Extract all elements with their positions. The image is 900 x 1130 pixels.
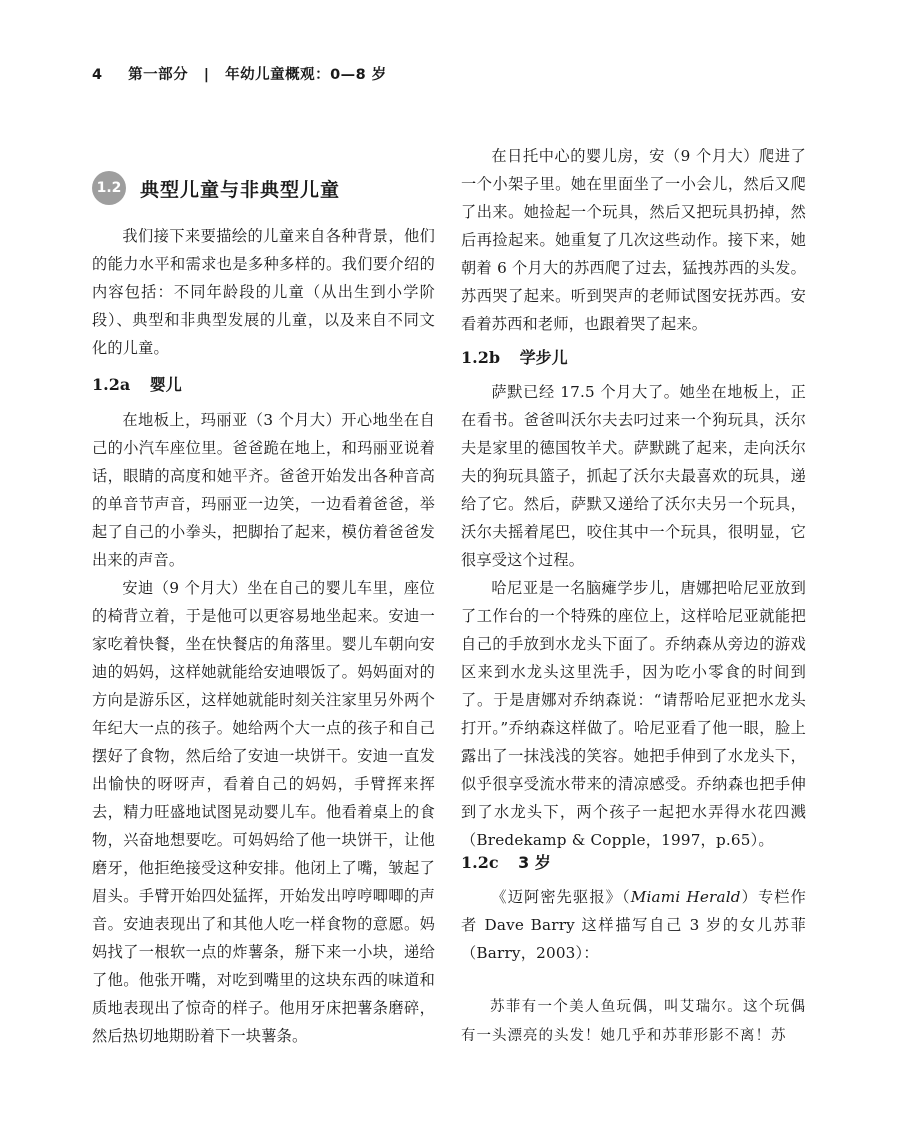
toddlers-paragraph-2: 哈尼亚是一名脑瘫学步儿，唐娜把哈尼亚放到了工作台的一个特殊的座位上，这样哈尼亚就能把自己的手放到水龙头下面了。乔纳森从旁边的游戏区来到水龙头这里洗手，因为吃小零食的时间到了。于是唐娜对乔纳森说：“请帮哈尼亚把水龙头打开。”乔纳森这样做了。哈尼亚看了他一眼，脸上露出了一抹浅浅的笑容。她把手伸到了水龙头下，似乎很享受流水带来的清凉感受。乔纳森也把手伸到了水龙头下，两个孩子一起把水弄得水花四溅（Bredekamp & Copple，1997，p.65）。 xyxy=(461,579,806,849)
section-intro: 我们接下来要描绘的儿童来自各种背景，他们的能力水平和需求也是多种多样的。我们要介绍的内容包括：不同年龄段的儿童（从出生到小学阶段）、典型和非典型发展的儿童，以及来自不同文化的儿童。 xyxy=(92,227,435,357)
chapter-subtitle: 年幼儿童概观：0—8 岁 xyxy=(225,67,387,83)
subsection-heading-toddlers xyxy=(461,345,568,368)
subsection-number: 1.2b xyxy=(461,348,501,367)
block-quote: 苏菲有一个美人鱼玩偶，叫艾瑞尔。这个玩偶有一头漂亮的头发！她几乎和苏菲形影不离！苏 xyxy=(461,999,806,1044)
section-number-badge: 1.2 xyxy=(92,171,126,205)
text-run: 《迈阿密先驱报》（ xyxy=(491,888,631,906)
subsection-title: 3 岁 xyxy=(518,853,551,872)
subsection-title: 学步儿 xyxy=(519,348,568,367)
toddlers-paragraph-1: 萨默已经 17.5 个月大了。她坐在地板上，正在看书。爸爸叫沃尔夫去叼过来一个狗玩具，沃尔夫是家里的德国牧羊犬。萨默跳了起来，走向沃尔夫的狗玩具篮子，抓起了沃尔夫最喜欢的玩具，递给了它。然后，萨默又递给了沃尔夫另一个玩具，沃尔夫摇着尾巴，咬住其中一个玩具，很明显，它很享受这个过程。 xyxy=(461,383,806,569)
subsection-title: 婴儿 xyxy=(149,375,182,394)
subsection-heading-infants xyxy=(92,372,182,395)
part-label: 第一部分 xyxy=(128,67,189,83)
section-heading xyxy=(92,171,340,205)
section-title: 典型儿童与非典型儿童 xyxy=(140,178,341,201)
infants-paragraph-3: 在日托中心的婴儿房，安（9 个月大）爬进了一个小架子里。她在里面坐了一小会儿，然后又爬了出来。她捡起一个玩具，然后又把玩具扔掉，然后再捡起来。她重复了几次这些动作。接下来，她朝着 6 个月大的苏西爬了过去，猛拽苏西的头发。苏西哭了起来。听到哭声的老师试图安抚苏西。安看着苏西和老师，也跟着哭了起来。 xyxy=(461,147,806,333)
subsection-number: 1.2c xyxy=(461,853,499,872)
running-head xyxy=(92,63,387,84)
three-paragraph-1 xyxy=(461,883,806,967)
header-separator: | xyxy=(203,67,210,83)
infants-paragraph-1: 在地板上，玛丽亚（3 个月大）开心地坐在自己的小汽车座位里。爸爸跪在地上，和玛丽亚说着话，眼睛的高度和她平齐。爸爸开始发出各种音高的单音节声音，玛丽亚一边笑，一边看着爸爸，举起了自己的小拳头，把脚抬了起来，模仿着爸爸发出来的声音。 xyxy=(92,411,435,569)
subsection-heading-three xyxy=(461,850,551,873)
page-number: 4 xyxy=(92,67,103,83)
newspaper-name: Miami Herald xyxy=(630,888,741,906)
infants-paragraph-2: 安迪（9 个月大）坐在自己的婴儿车里，座位的椅背立着，于是他可以更容易地坐起来。安迪一家吃着快餐，坐在快餐店的角落里。婴儿车朝向安迪的妈妈，这样她就能给安迪喂饭了。妈妈面对的方向是游乐区，这样她就能时刻关注家里另外两个年纪大一点的孩子。她给两个大一点的孩子和自己摆好了食物，然后给了安迪一块饼干。安迪一直发出愉快的呀呀声，看着自己的妈妈，手臂挥来挥去，精力旺盛地试图晃动婴儿车。他看着桌上的食物，兴奋地想要吃。可妈妈给了他一块饼干，让他磨牙，他拒绝接受这种安排。他闭上了嘴，皱起了眉头。手臂开始四处猛挥，开始发出哼哼唧唧的声音。安迪表现出了和其他人吃一样食物的意愿。妈妈找了一根软一点的炸薯条，掰下来一小块，递给了他。他张开嘴，对吃到嘴里的这块东西的味道和质地表现出了惊奇的样子。他用牙床把薯条磨碎，然后热切地期盼着下一块薯条。 xyxy=(92,579,435,1045)
subsection-number: 1.2a xyxy=(92,375,131,394)
text-run: ）专栏作者 Dave Barry 这样描写自己 3 岁的女儿苏菲（Barry，2003）： xyxy=(461,888,806,962)
